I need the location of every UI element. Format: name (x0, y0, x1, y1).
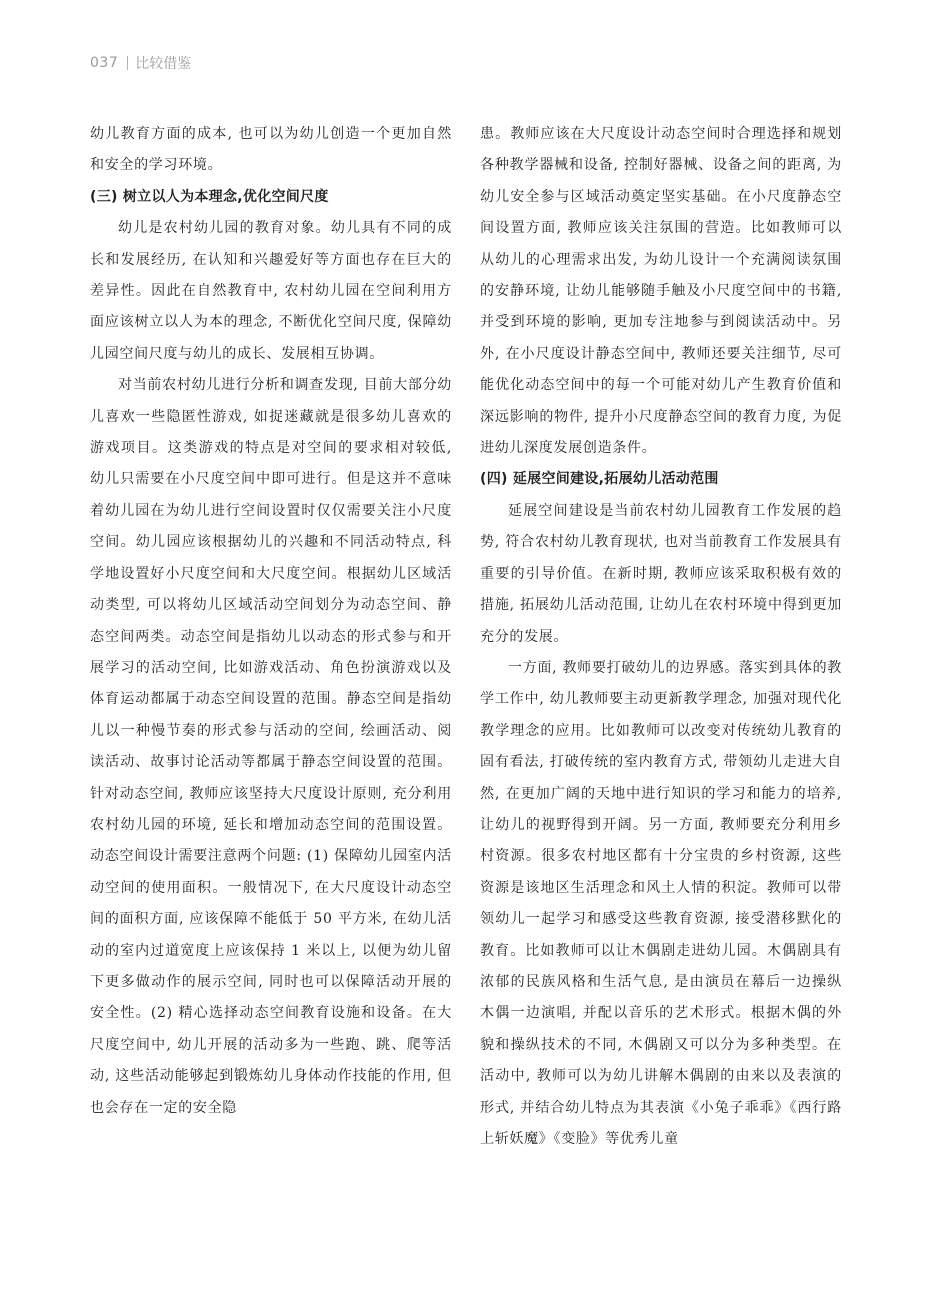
paragraph: 幼儿是农村幼儿园的教育对象。幼儿具有不同的成长和发展经历, 在认知和兴趣爱好等方面也存在巨大的差异性。因此在自然教育中, 农村幼儿园在空间利用方面应该树立以人为本的理念, 不断优化空间尺度, 保障幼儿园空间尺度与幼儿的成长、发展相互协调。 (90, 220, 452, 362)
running-header (90, 52, 191, 74)
paragraph: 一方面, 教师要打破幼儿的边界感。落实到具体的教学工作中, 幼儿教师要主动更新教学理念, 加强对现代化教学理念的应用。比如教师可以改变对传统幼儿教育的固有看法, 打破传统的室内教育方式, 带领幼儿走进大自然, 在更加广阔的天地中进行知识的学习和能力的培养, 让幼儿的视野得到开阔。另一方面, 教师要充分利用乡村资源。很多农村地区都有十分宝贵的乡村资源, 这些资源是该地区生活理念和风土人情的积淀。教师可以带领幼儿一起学习和感受这些教育资源, 接受潜移默化的教育。比如教师可以让木偶剧走进幼儿园。木偶剧具有浓郁的民族风格和生活气息, 是由演员在幕后一边操纵木偶一边演唱, 并配以音乐的艺术形式。根据木偶的外貌和操纵技术的不同, 木偶剧又可以分为多种类型。在活动中, 教师可以为幼儿讲解木偶剧的由来以及表演的形式, 并结合幼儿特点为其表演《小兔子乖乖》《西行路上斩妖魔》《变脸》等优秀儿童 (480, 659, 842, 1147)
header-divider (127, 56, 128, 70)
paragraph: 对当前农村幼儿进行分析和调查发现, 目前大部分幼儿喜欢一些隐匿性游戏, 如捉迷藏就是很多幼儿喜欢的游戏项目。这类游戏的特点是对空间的要求相对较低, 幼儿只需要在小尺度空间中即可进行。但是这并不意味着幼儿园在为幼儿进行空间设置时仅仅需要关注小尺度空间。幼儿园应该根据幼儿的兴趣和不同活动特点, 科学地设置好小尺度空间和大尺度空间。根据幼儿区域活动类型, 可以将幼儿区域活动空间划分为动态空间、静态空间两类。动态空间是指幼儿以动态的形式参与和开展学习的活动空间, 比如游戏活动、角色扮演游戏以及体育运动都属于动态空间设置的范围。静态空间是指幼儿以一种慢节奏的形式参与活动的空间, 绘画活动、阅读活动、故事讨论活动等都属于静态空间设置的范围。针对动态空间, 教师应该坚持大尺度设计原则, 充分利用农村幼儿园的环境, 延长和增加动态空间的范围设置。动态空间设计需要注意两个问题: (1) 保障幼儿园室内活动空间的使用面积。一般情况下, 在大尺度设计动态空间的面积方面, 应该保障不能低于 50 平方米, 在幼儿活动的室内过道宽度上应该保持 1 米以上, 以便为幼儿留下更多做动作的展示空间, 同时也可以保障活动开展的安全性。(2) 精心选择动态空间教育设施和设备。在大尺度空间中, 幼儿开展的活动多为一些跑、跳、爬等活动, 这些活动能够起到锻炼幼儿身体动作技能的作用, 但也会存在一定的安全隐 (90, 377, 452, 1116)
section-heading: (三) 树立以人为本理念,优化空间尺度 (90, 188, 329, 205)
right-column (480, 119, 842, 1155)
page-number: 037 (90, 55, 119, 71)
paragraph: 延展空间建设是当前农村幼儿园教育工作发展的趋势, 符合农村幼儿教育现状, 也对当前教育工作发展具有重要的引导价值。在新时期, 教师应该采取积极有效的措施, 拓展幼儿活动范围, 让幼儿在农村环境中得到更加充分的发展。 (480, 502, 842, 645)
paragraph: 患。教师应该在大尺度设计动态空间时合理选择和规划各种教学器械和设备, 控制好器械、设备之间的距离, 为幼儿安全参与区域活动奠定坚实基础。在小尺度静态空间设置方面, 教师应该关注氛围的营造。比如教师可以从幼儿的心理需求出发, 为幼儿设计一个充满阅读氛围的安静环境, 让幼儿能够随手触及小尺度空间中的书籍, 并受到环境的影响, 更加专注地参与到阅读活动中。另外, 在小尺度设计静态空间中, 教师还要关注细节, 尽可能优化动态空间中的每一个可能对幼儿产生教育价值和深远影响的物件, 提升小尺度静态空间的教育力度, 为促进幼儿深度发展创造条件。 (480, 126, 842, 457)
left-column (90, 119, 452, 1124)
paragraph: 幼儿教育方面的成本, 也可以为幼儿创造一个更加自然和安全的学习环境。 (90, 126, 452, 174)
section-title: 比较借鉴 (135, 56, 192, 72)
section-heading: (四) 延展空间建设,拓展幼儿活动范围 (480, 471, 719, 488)
